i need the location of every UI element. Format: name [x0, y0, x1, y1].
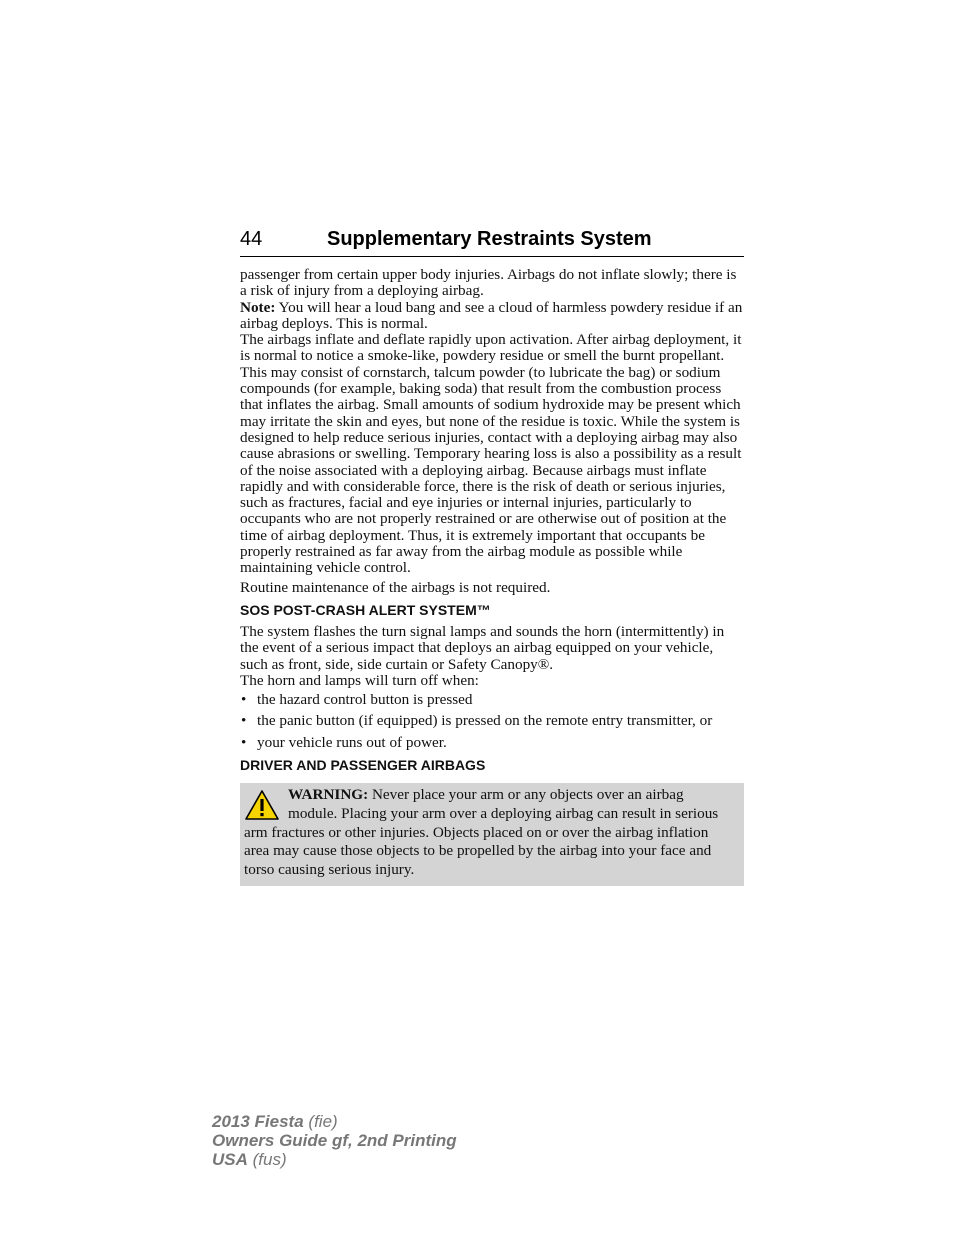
airbags-heading: DRIVER AND PASSENGER AIRBAGS [240, 757, 486, 774]
footer-line-2: Owners Guide gf, 2nd Printing [212, 1131, 457, 1150]
sos-paragraph-1: The system flashes the turn signal lamps and sounds the horn (intermittently) in the event of a serious impact that deploys an airbag equipped on your vehicle, such as front, side, side curtain or Safety Canopy®. [240, 622, 725, 673]
list-item [240, 713, 744, 729]
page-number: 44 [240, 228, 263, 250]
bullet-glyph: • [241, 733, 247, 751]
list-item [240, 692, 744, 708]
intro-paragraph-3: Routine maintenance of the airbags is not required. [240, 578, 551, 596]
manual-page [240, 228, 744, 886]
section-title: Supplementary Restraints System [327, 228, 652, 250]
bullet-glyph: • [241, 691, 247, 709]
sos-heading: SOS POST-CRASH ALERT SYSTEM™ [240, 601, 491, 618]
warning-box [240, 783, 744, 886]
warning-triangle-icon [244, 789, 280, 821]
warning-text: Never place your arm or any objects over an airbag module. Placing your arm over a deploying airbag can result in serious arm fractures or other injuries. Objects placed on or over the airbag inflation area may cause those objects to be propelled by the airbag into your face and torso causing serious injury. [244, 786, 719, 879]
warning-triangle-icon [244, 789, 280, 821]
page-body [240, 267, 744, 886]
warning-label: WARNING: [288, 786, 369, 804]
bullet-text: your vehicle runs out of power. [257, 733, 447, 751]
page-footer [212, 1112, 457, 1169]
note-text: You will hear a loud bang and see a cloud of harmless powdery residue if an airbag deploys. This is normal. [240, 298, 743, 332]
bullet-text: the panic button (if equipped) is pressed on the remote entry transmitter, or [257, 712, 713, 730]
bullet-glyph: • [241, 712, 247, 730]
sos-bullet-list [240, 692, 744, 751]
footer-line-3 [212, 1150, 457, 1169]
footer-line-1 [212, 1112, 457, 1131]
note-paragraph [240, 300, 744, 333]
intro-paragraph-2: The airbags inflate and deflate rapidly upon activation. After airbag deployment, it is normal to notice a smoke-like, powdery residue or smell the burnt propellant. This may consist of cornstarch, talcum powder (to lubricate the bag) or sodium compounds (for example, baking soda) that result from the combustion process that inflates the airbag. Small amounts of sodium hydroxide may be present which may irritate the skin and eyes, but none of the residue is toxic. While the system is designed to help reduce serious injuries, contact with a deploying airbag may also cause abrasions or swelling. Temporary hearing loss is also a possibility as a result of the noise associated with a deploying airbag. Because airbags must inflate rapidly and with considerable force, there is the risk of death or serious injuries, such as fractures, facial and eye injuries or internal injuries, particularly to occupants who are not properly restrained or are otherwise out of position at the time of airbag deployment. Thus, it is extremely important that occupants be properly restrained as far away from the airbag module as possible while maintaining vehicle control. [240, 331, 742, 577]
page-header [240, 228, 744, 257]
bullet-text: the hazard control button is pressed [257, 691, 473, 709]
footer-market-code: (fus) [247, 1150, 287, 1169]
footer-market: USA [212, 1150, 248, 1169]
footer-model-code: (fie) [303, 1112, 338, 1131]
intro-paragraph-1: passenger from certain upper body injuries. Airbags do not inflate slowly; there is a risk of injury from a deploying airbag. [240, 266, 737, 300]
note-label: Note: [240, 298, 276, 316]
list-item [240, 735, 744, 751]
sos-paragraph-2: The horn and lamps will turn off when: [240, 671, 479, 689]
footer-model: 2013 Fiesta [212, 1112, 304, 1131]
